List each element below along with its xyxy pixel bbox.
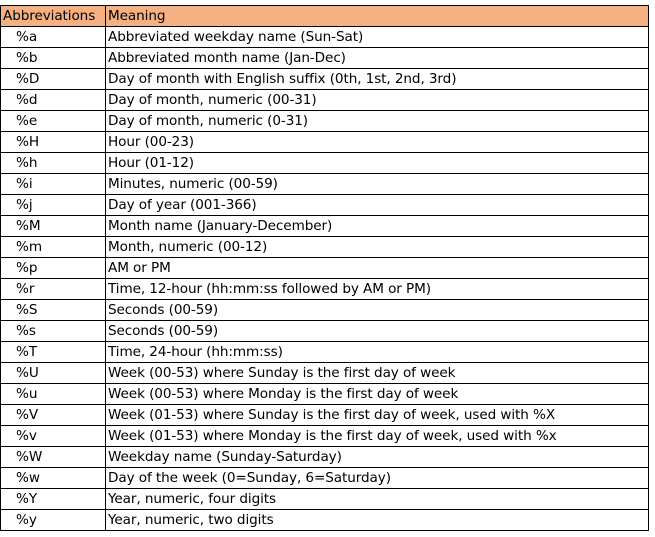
table-row [1, 363, 649, 384]
table-row [1, 342, 649, 363]
abbreviation-cell[interactable]: %w [1, 468, 106, 489]
table-row [1, 237, 649, 258]
meaning-cell[interactable]: Day of month, numeric (0-31) [106, 111, 649, 132]
abbreviation-cell[interactable]: %i [1, 174, 106, 195]
meaning-cell[interactable]: Year, numeric, four digits [106, 489, 649, 510]
table-row [1, 27, 649, 48]
abbreviation-cell[interactable]: %D [1, 69, 106, 90]
meaning-cell[interactable]: Week (01-53) where Monday is the first day of week, used with %x [106, 426, 649, 447]
table-row [1, 489, 649, 510]
table-row [1, 90, 649, 111]
table-row [1, 510, 649, 531]
table-row [1, 111, 649, 132]
meaning-cell[interactable]: Hour (00-23) [106, 132, 649, 153]
table-row [1, 447, 649, 468]
meaning-cell[interactable]: Month, numeric (00-12) [106, 237, 649, 258]
meaning-cell[interactable]: Month name (January-December) [106, 216, 649, 237]
abbreviation-cell[interactable]: %m [1, 237, 106, 258]
header-row [1, 6, 649, 27]
abbreviation-cell[interactable]: %T [1, 342, 106, 363]
meaning-cell[interactable]: Minutes, numeric (00-59) [106, 174, 649, 195]
table-row [1, 132, 649, 153]
abbreviation-cell[interactable]: %U [1, 363, 106, 384]
meaning-cell[interactable]: Time, 12-hour (hh:mm:ss followed by AM or PM) [106, 279, 649, 300]
abbreviation-cell[interactable]: %v [1, 426, 106, 447]
table-row [1, 426, 649, 447]
meaning-cell[interactable]: Time, 24-hour (hh:mm:ss) [106, 342, 649, 363]
meaning-cell[interactable]: Day of month, numeric (00-31) [106, 90, 649, 111]
meaning-cell[interactable]: Week (00-53) where Monday is the first day of week [106, 384, 649, 405]
abbreviation-cell[interactable]: %e [1, 111, 106, 132]
header-abbreviations[interactable]: Abbreviations [1, 6, 106, 27]
table-row [1, 258, 649, 279]
date-format-table [0, 5, 649, 531]
abbreviation-cell[interactable]: %V [1, 405, 106, 426]
abbreviation-cell[interactable]: %u [1, 384, 106, 405]
table-row [1, 300, 649, 321]
table-row [1, 48, 649, 69]
meaning-cell[interactable]: Week (01-53) where Sunday is the first day of week, used with %X [106, 405, 649, 426]
abbreviation-cell[interactable]: %p [1, 258, 106, 279]
abbreviation-cell[interactable]: %a [1, 27, 106, 48]
meaning-cell[interactable]: Seconds (00-59) [106, 321, 649, 342]
meaning-cell[interactable]: Week (00-53) where Sunday is the first day of week [106, 363, 649, 384]
table-row [1, 279, 649, 300]
abbreviation-cell[interactable]: %h [1, 153, 106, 174]
meaning-cell[interactable]: Day of year (001-366) [106, 195, 649, 216]
table-row [1, 153, 649, 174]
table-row [1, 405, 649, 426]
table-row [1, 384, 649, 405]
abbreviation-cell[interactable]: %r [1, 279, 106, 300]
meaning-cell[interactable]: Day of the week (0=Sunday, 6=Saturday) [106, 468, 649, 489]
abbreviation-cell[interactable]: %W [1, 447, 106, 468]
table-body [1, 27, 649, 531]
abbreviation-cell[interactable]: %j [1, 195, 106, 216]
meaning-cell[interactable]: Day of month with English suffix (0th, 1st, 2nd, 3rd) [106, 69, 649, 90]
meaning-cell[interactable]: Seconds (00-59) [106, 300, 649, 321]
meaning-cell[interactable]: Abbreviated month name (Jan-Dec) [106, 48, 649, 69]
table-row [1, 216, 649, 237]
header-meaning[interactable]: Meaning [106, 6, 649, 27]
abbreviation-cell[interactable]: %M [1, 216, 106, 237]
meaning-cell[interactable]: Hour (01-12) [106, 153, 649, 174]
abbreviation-cell[interactable]: %Y [1, 489, 106, 510]
table-row [1, 468, 649, 489]
abbreviation-cell[interactable]: %s [1, 321, 106, 342]
meaning-cell[interactable]: Year, numeric, two digits [106, 510, 649, 531]
table-row [1, 321, 649, 342]
abbreviation-cell[interactable]: %d [1, 90, 106, 111]
meaning-cell[interactable]: Abbreviated weekday name (Sun-Sat) [106, 27, 649, 48]
table-row [1, 174, 649, 195]
abbreviation-cell[interactable]: %H [1, 132, 106, 153]
meaning-cell[interactable]: Weekday name (Sunday-Saturday) [106, 447, 649, 468]
abbreviation-cell[interactable]: %y [1, 510, 106, 531]
table-row [1, 195, 649, 216]
abbreviation-cell[interactable]: %S [1, 300, 106, 321]
abbreviation-cell[interactable]: %b [1, 48, 106, 69]
meaning-cell[interactable]: AM or PM [106, 258, 649, 279]
table-row [1, 69, 649, 90]
